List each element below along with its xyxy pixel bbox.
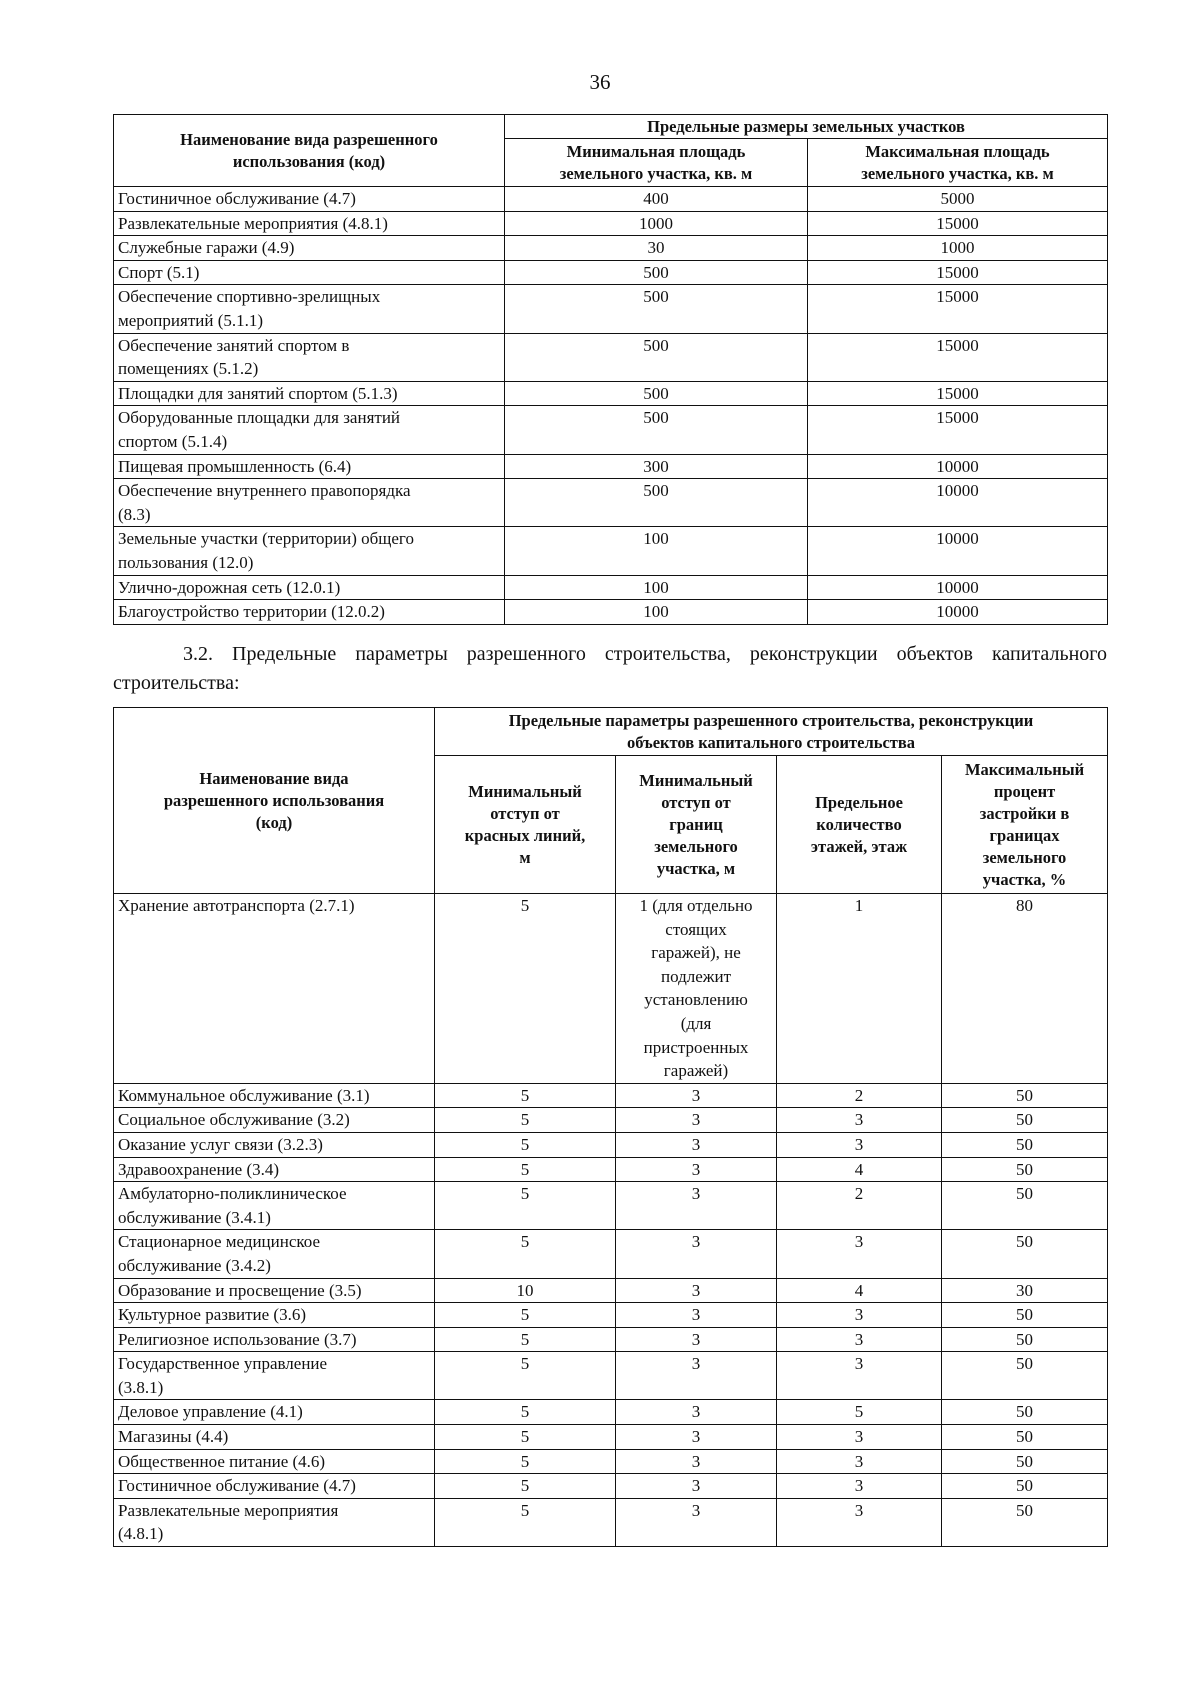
table-row <box>114 1449 1108 1474</box>
table-row <box>114 1400 1108 1425</box>
cell-min-border-offset: 3 <box>616 1132 777 1157</box>
cell-max-floors: 3 <box>777 1474 942 1499</box>
table-row <box>114 333 1108 381</box>
cell-use-type: Оказание услуг связи (3.2.3) <box>114 1132 435 1157</box>
header-min-red-line-offset: Минимальный отступ от красных линий, м <box>435 756 616 894</box>
cell-min-red-line-offset: 5 <box>435 1425 616 1450</box>
cell-min-red-line-offset: 5 <box>435 1498 616 1546</box>
cell-max-floors: 3 <box>777 1449 942 1474</box>
cell-min-border-offset: 3 <box>616 1400 777 1425</box>
table-row <box>114 575 1108 600</box>
cell-use-type: Религиозное использование (3.7) <box>114 1327 435 1352</box>
header-use-type: Наименование вида разрешенного использования (код) <box>114 115 505 187</box>
cell-min-red-line-offset: 5 <box>435 1449 616 1474</box>
cell-max-area: 15000 <box>808 285 1108 333</box>
cell-max-build-percent: 80 <box>942 894 1108 1084</box>
cell-use-type: Амбулаторно-поликлиническое обслуживание (3.4.1) <box>114 1182 435 1230</box>
cell-max-area: 15000 <box>808 211 1108 236</box>
cell-min-area: 100 <box>505 575 808 600</box>
table-row <box>114 1132 1108 1157</box>
cell-use-type: Оборудованные площадки для занятий спортом (5.1.4) <box>114 406 505 454</box>
cell-max-build-percent: 50 <box>942 1083 1108 1108</box>
cell-min-red-line-offset: 5 <box>435 1083 616 1108</box>
cell-max-area: 1000 <box>808 236 1108 261</box>
table-row <box>114 1425 1108 1450</box>
cell-min-border-offset: 3 <box>616 1278 777 1303</box>
table-row <box>114 600 1108 625</box>
cell-min-area: 100 <box>505 527 808 575</box>
table-row <box>114 260 1108 285</box>
cell-min-red-line-offset: 5 <box>435 894 616 1084</box>
cell-max-build-percent: 50 <box>942 1400 1108 1425</box>
cell-min-red-line-offset: 5 <box>435 1474 616 1499</box>
table-row <box>114 1157 1108 1182</box>
cell-max-area: 10000 <box>808 454 1108 479</box>
cell-use-type: Стационарное медицинское обслуживание (3.4.2) <box>114 1230 435 1278</box>
cell-max-area: 10000 <box>808 600 1108 625</box>
cell-max-build-percent: 50 <box>942 1132 1108 1157</box>
cell-max-build-percent: 50 <box>942 1352 1108 1400</box>
land-plot-size-table <box>113 114 1108 625</box>
cell-max-build-percent: 50 <box>942 1230 1108 1278</box>
header-min-border-offset: Минимальный отступ от границ земельного участка, м <box>616 756 777 894</box>
table-row <box>114 236 1108 261</box>
cell-max-floors: 1 <box>777 894 942 1084</box>
cell-max-floors: 3 <box>777 1425 942 1450</box>
cell-max-build-percent: 50 <box>942 1474 1108 1499</box>
cell-min-red-line-offset: 5 <box>435 1157 616 1182</box>
cell-max-floors: 4 <box>777 1278 942 1303</box>
cell-min-red-line-offset: 5 <box>435 1182 616 1230</box>
cell-use-type: Социальное обслуживание (3.2) <box>114 1108 435 1133</box>
table-row <box>114 285 1108 333</box>
cell-min-red-line-offset: 5 <box>435 1400 616 1425</box>
table-row <box>114 187 1108 212</box>
table-row <box>114 381 1108 406</box>
cell-use-type: Государственное управление (3.8.1) <box>114 1352 435 1400</box>
cell-min-border-offset: 3 <box>616 1303 777 1328</box>
cell-min-border-offset: 3 <box>616 1449 777 1474</box>
cell-min-area: 500 <box>505 333 808 381</box>
cell-use-type: Гостиничное обслуживание (4.7) <box>114 187 505 212</box>
cell-min-red-line-offset: 5 <box>435 1108 616 1133</box>
cell-max-area: 15000 <box>808 406 1108 454</box>
cell-min-red-line-offset: 5 <box>435 1303 616 1328</box>
cell-min-red-line-offset: 5 <box>435 1132 616 1157</box>
cell-min-area: 300 <box>505 454 808 479</box>
cell-min-border-offset: 1 (для отдельно стоящих гаражей), не подлежит установлению (для пристроенных гаражей) <box>616 894 777 1084</box>
cell-max-floors: 3 <box>777 1108 942 1133</box>
cell-use-type: Благоустройство территории (12.0.2) <box>114 600 505 625</box>
header-parameters-group: Предельные параметры разрешенного строительства, реконструкции объектов капитального строительства <box>435 708 1108 756</box>
cell-max-build-percent: 30 <box>942 1278 1108 1303</box>
cell-max-build-percent: 50 <box>942 1303 1108 1328</box>
cell-max-build-percent: 50 <box>942 1108 1108 1133</box>
cell-use-type: Образование и просвещение (3.5) <box>114 1278 435 1303</box>
paragraph-text: 3.2. Предельные параметры разрешенного строительства, реконструкции объектов капитального строительства: <box>113 643 1107 694</box>
table-row <box>114 527 1108 575</box>
cell-max-floors: 4 <box>777 1157 942 1182</box>
cell-use-type: Общественное питание (4.6) <box>114 1449 435 1474</box>
cell-max-build-percent: 50 <box>942 1327 1108 1352</box>
cell-use-type: Обеспечение спортивно-зрелищных мероприятий (5.1.1) <box>114 285 505 333</box>
cell-min-border-offset: 3 <box>616 1498 777 1546</box>
header-use-type: Наименование вида разрешенного использования (код) <box>114 708 435 894</box>
header-max-area: Максимальная площадь земельного участка, кв. м <box>808 139 1108 187</box>
cell-max-area: 15000 <box>808 333 1108 381</box>
cell-max-area: 15000 <box>808 381 1108 406</box>
cell-use-type: Магазины (4.4) <box>114 1425 435 1450</box>
section-paragraph <box>113 640 1107 698</box>
cell-max-area: 10000 <box>808 479 1108 527</box>
cell-max-floors: 5 <box>777 1400 942 1425</box>
cell-min-red-line-offset: 10 <box>435 1278 616 1303</box>
table-row <box>114 454 1108 479</box>
cell-min-area: 100 <box>505 600 808 625</box>
table2-body <box>114 894 1108 1547</box>
cell-use-type: Пищевая промышленность (6.4) <box>114 454 505 479</box>
cell-min-area: 500 <box>505 406 808 454</box>
cell-max-floors: 3 <box>777 1230 942 1278</box>
cell-use-type: Обеспечение занятий спортом в помещениях (5.1.2) <box>114 333 505 381</box>
table-row <box>114 894 1108 1084</box>
cell-max-area: 10000 <box>808 527 1108 575</box>
table-row <box>114 1083 1108 1108</box>
cell-max-build-percent: 50 <box>942 1449 1108 1474</box>
cell-min-border-offset: 3 <box>616 1425 777 1450</box>
table-row <box>114 1474 1108 1499</box>
cell-min-area: 500 <box>505 479 808 527</box>
cell-min-area: 1000 <box>505 211 808 236</box>
cell-use-type: Спорт (5.1) <box>114 260 505 285</box>
cell-min-border-offset: 3 <box>616 1108 777 1133</box>
cell-use-type: Коммунальное обслуживание (3.1) <box>114 1083 435 1108</box>
cell-min-area: 500 <box>505 285 808 333</box>
cell-max-floors: 2 <box>777 1182 942 1230</box>
table1-body <box>114 187 1108 625</box>
cell-max-build-percent: 50 <box>942 1425 1108 1450</box>
cell-use-type: Служебные гаражи (4.9) <box>114 236 505 261</box>
header-max-floors: Предельное количество этажей, этаж <box>777 756 942 894</box>
table-row <box>114 1278 1108 1303</box>
header-max-build-percent: Максимальный процент застройки в границах земельного участка, % <box>942 756 1108 894</box>
table-row <box>114 1498 1108 1546</box>
cell-max-floors: 3 <box>777 1327 942 1352</box>
cell-use-type: Деловое управление (4.1) <box>114 1400 435 1425</box>
table-row <box>114 211 1108 236</box>
table-row <box>114 1303 1108 1328</box>
cell-use-type: Хранение автотранспорта (2.7.1) <box>114 894 435 1084</box>
construction-parameters-table <box>113 707 1108 1547</box>
cell-min-border-offset: 3 <box>616 1327 777 1352</box>
table-row <box>114 1327 1108 1352</box>
header-plot-size-group: Предельные размеры земельных участков <box>505 115 1108 139</box>
cell-use-type: Культурное развитие (3.6) <box>114 1303 435 1328</box>
cell-use-type: Улично-дорожная сеть (12.0.1) <box>114 575 505 600</box>
table-row <box>114 479 1108 527</box>
table-row <box>114 1352 1108 1400</box>
cell-max-floors: 3 <box>777 1303 942 1328</box>
table-row <box>114 1108 1108 1133</box>
table-row <box>114 1182 1108 1230</box>
table-row <box>114 1230 1108 1278</box>
cell-min-area: 500 <box>505 381 808 406</box>
cell-use-type: Земельные участки (территории) общего пользования (12.0) <box>114 527 505 575</box>
cell-min-area: 400 <box>505 187 808 212</box>
cell-max-build-percent: 50 <box>942 1157 1108 1182</box>
cell-min-border-offset: 3 <box>616 1230 777 1278</box>
page-number: 36 <box>589 70 611 94</box>
cell-min-red-line-offset: 5 <box>435 1352 616 1400</box>
cell-max-area: 15000 <box>808 260 1108 285</box>
cell-min-border-offset: 3 <box>616 1182 777 1230</box>
cell-min-red-line-offset: 5 <box>435 1327 616 1352</box>
cell-min-border-offset: 3 <box>616 1083 777 1108</box>
cell-max-floors: 3 <box>777 1132 942 1157</box>
table-row <box>114 406 1108 454</box>
cell-min-area: 500 <box>505 260 808 285</box>
cell-use-type: Площадки для занятий спортом (5.1.3) <box>114 381 505 406</box>
cell-max-floors: 3 <box>777 1352 942 1400</box>
cell-min-red-line-offset: 5 <box>435 1230 616 1278</box>
cell-min-border-offset: 3 <box>616 1474 777 1499</box>
cell-max-floors: 3 <box>777 1498 942 1546</box>
cell-max-area: 10000 <box>808 575 1108 600</box>
cell-use-type: Развлекательные мероприятия (4.8.1) <box>114 211 505 236</box>
cell-use-type: Гостиничное обслуживание (4.7) <box>114 1474 435 1499</box>
cell-max-floors: 2 <box>777 1083 942 1108</box>
cell-max-area: 5000 <box>808 187 1108 212</box>
cell-use-type: Обеспечение внутреннего правопорядка (8.3) <box>114 479 505 527</box>
cell-min-border-offset: 3 <box>616 1352 777 1400</box>
cell-min-area: 30 <box>505 236 808 261</box>
header-min-area: Минимальная площадь земельного участка, кв. м <box>505 139 808 187</box>
cell-use-type: Здравоохранение (3.4) <box>114 1157 435 1182</box>
cell-use-type: Развлекательные мероприятия (4.8.1) <box>114 1498 435 1546</box>
cell-max-build-percent: 50 <box>942 1498 1108 1546</box>
cell-max-build-percent: 50 <box>942 1182 1108 1230</box>
cell-min-border-offset: 3 <box>616 1157 777 1182</box>
